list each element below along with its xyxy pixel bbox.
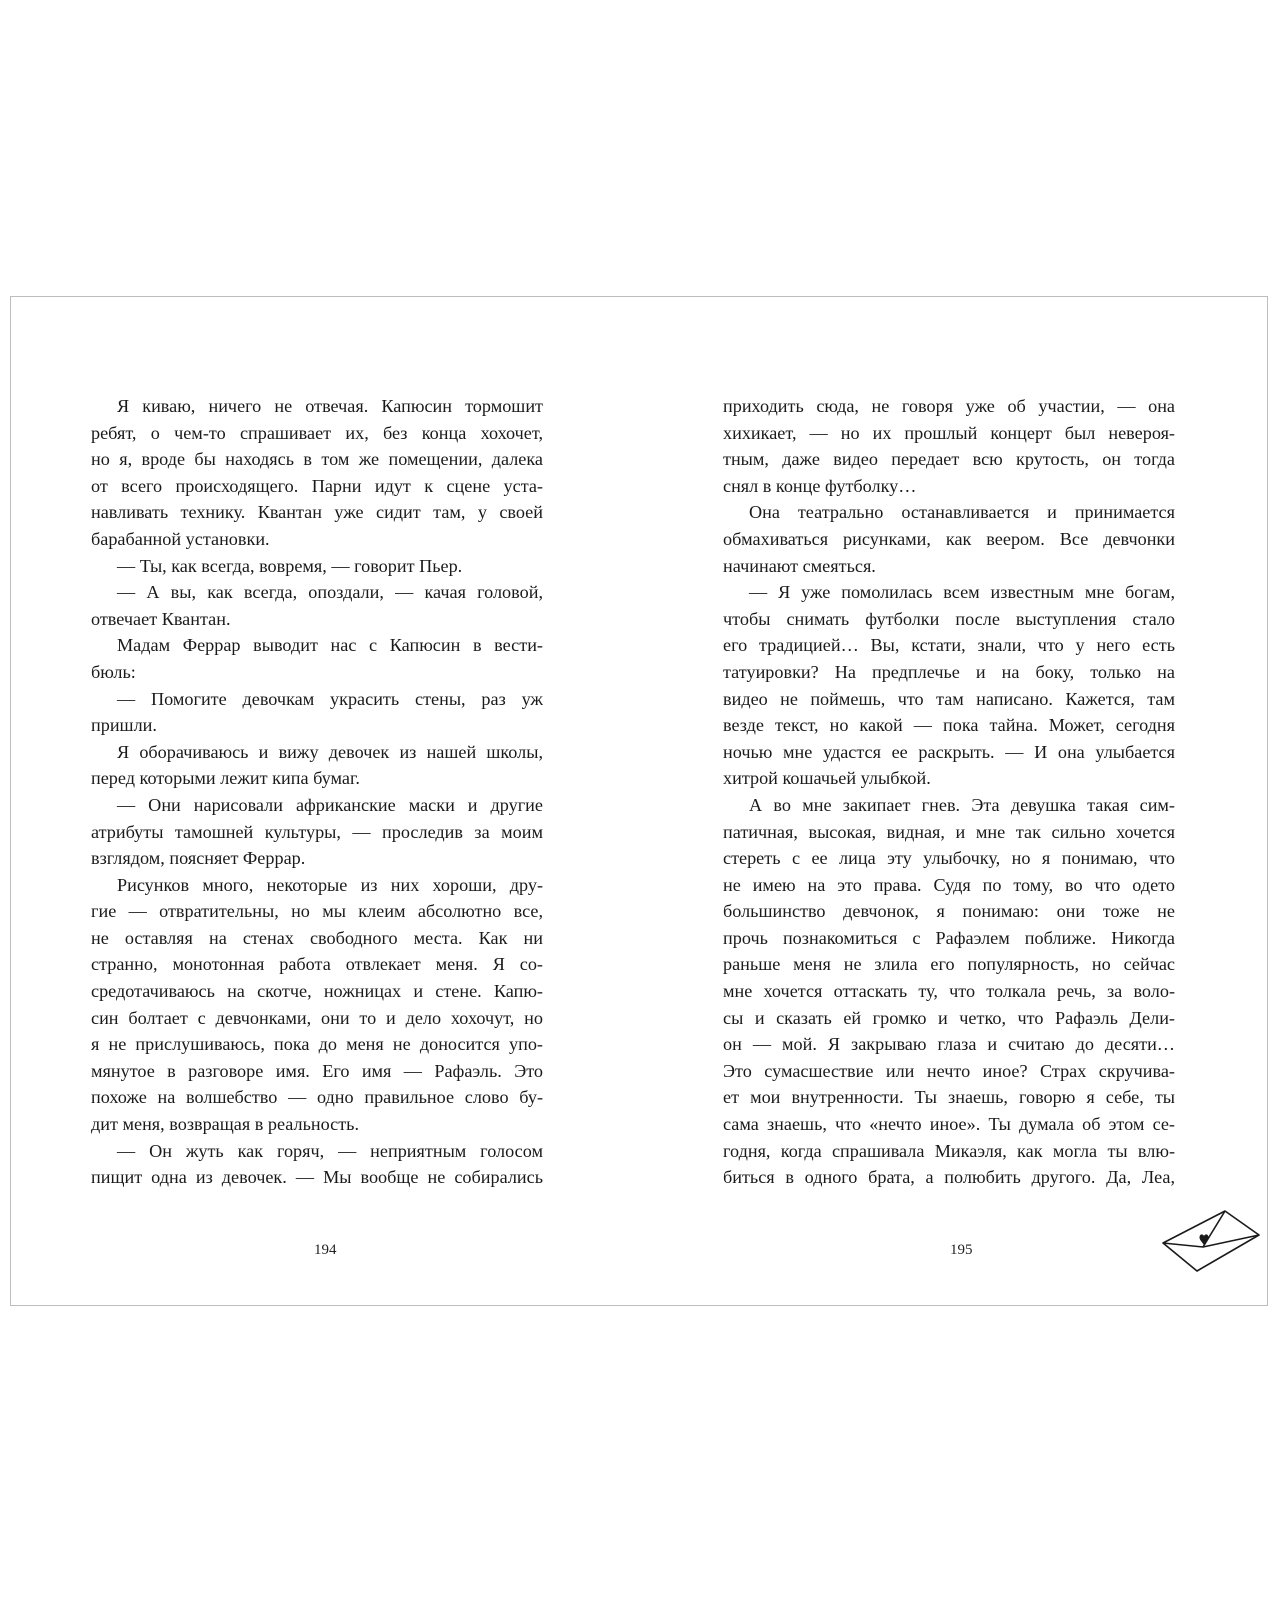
text-line: взглядом, поясняет Феррар. (91, 848, 306, 869)
text-line: не имею на это права. Судя по тому, во что одето (723, 874, 1175, 895)
book-spread (10, 296, 1268, 1306)
text-line: Рисунков много, некоторые из них хороши, дру- (117, 874, 543, 895)
text-line: мянутое в разговоре имя. Его имя — Рафаэль. Это (91, 1060, 543, 1081)
text-line: — А вы, как всегда, опоздали, — качая головой, (117, 582, 543, 603)
text-line: ночью мне удастся ее раскрыть. — И она улыбается (723, 741, 1175, 762)
text-line: патичная, высокая, видная, и мне так сильно хочется (723, 821, 1175, 842)
text-line: его традицией… Вы, кстати, знали, что у него есть (723, 635, 1175, 656)
text-line: син болтает с девчонками, они то и дело хохочут, но (91, 1007, 543, 1028)
text-line: странно, монотонная работа отвлекает меня. Я со- (91, 954, 543, 975)
text-line: Это сумасшествие или нечто иное? Страх скручива- (723, 1060, 1175, 1081)
text-line: А во мне закипает гнев. Эта девушка такая сим- (749, 794, 1175, 815)
text-line: — Помогите девочкам украсить стены, раз уж (117, 688, 543, 709)
text-line: приходить сюда, не говоря уже об участии, — она (723, 396, 1175, 416)
right-page-text (723, 393, 1175, 1191)
text-line: прочь познакомиться с Рафаэлем поближе. Никогда (723, 927, 1175, 948)
text-line: хихикает, — но их прошлый концерт был невероя- (723, 422, 1175, 443)
text-line: средотачиваюсь на скотче, ножницах и стене. Капю- (91, 981, 543, 1002)
text-line: большинство девчонок, я понимаю: они тоже не (723, 901, 1175, 922)
text-line: — Ты, как всегда, вовремя, — говорит Пьер. (117, 555, 463, 576)
text-line: биться в одного брата, а полюбить другого. Да, Леа, (723, 1167, 1175, 1188)
text-line: сы и сказать ей громко и четко, что Рафаэль Дели- (723, 1007, 1175, 1028)
text-line: — Он жуть как горяч, — неприятным голосом (117, 1140, 543, 1161)
envelope-heart-icon (1159, 1209, 1263, 1273)
text-line: везде текст, но какой — пока тайна. Может, сегодня (723, 715, 1175, 736)
text-line: — Я уже помолилась всем известным мне богам, (749, 582, 1175, 603)
text-line: Она театрально останавливается и принимается (749, 502, 1175, 523)
left-page-text (91, 393, 543, 1191)
text-line: — Они нарисовали африканские маски и другие (117, 794, 543, 815)
text-line: годня, когда спрашивала Микаэля, как могла ты влю- (723, 1140, 1175, 1161)
text-line: Мадам Феррар выводит нас с Капюсин в вести- (117, 635, 543, 656)
text-line: но я, вроде бы находясь в том же помещении, далека (91, 449, 543, 470)
text-line: Я оборачиваюсь и вижу девочек из нашей школы, (117, 741, 543, 762)
text-line: отвечает Квантан. (91, 608, 231, 629)
text-line: он — мой. Я закрываю глаза и считаю до десяти… (723, 1034, 1175, 1055)
text-line: я не прислушиваюсь, пока до меня не доносится упо- (91, 1034, 543, 1055)
page-number-right: 195 (950, 1242, 973, 1258)
text-line: похоже на волшебство — одно правильное слово бу- (91, 1087, 543, 1108)
text-line: видео не поймешь, что там написано. Кажется, там (723, 688, 1175, 709)
text-line: не оставляя на стенах свободного места. Как ни (91, 927, 543, 948)
text-line: навливать технику. Квантан уже сидит там, у своей (91, 502, 543, 523)
text-line: Я киваю, ничего не отвечая. Капюсин тормошит (117, 396, 543, 416)
text-line: снял в конце футболку… (723, 475, 917, 496)
text-line: пришли. (91, 715, 157, 736)
text-line: бюль: (91, 661, 136, 682)
text-line: чтобы снимать футболки после выступления стало (723, 608, 1175, 629)
text-line: обмахиваться рисунками, как веером. Все девчонки (723, 528, 1175, 549)
text-line: гие — отвратительны, но мы клеим абсолютно все, (91, 901, 543, 922)
text-line: перед которыми лежит кипа бумаг. (91, 768, 360, 789)
text-line: барабанной установки. (91, 528, 270, 549)
text-line: хитрой кошачьей улыбкой. (723, 768, 931, 789)
text-line: сама знаешь, что «нечто иное». Ты думала об этом се- (723, 1114, 1175, 1135)
text-line: начинают смеяться. (723, 555, 876, 576)
text-line: дит меня, возвращая в реальность. (91, 1114, 360, 1135)
page-number-left: 194 (314, 1242, 337, 1258)
text-line: раньше меня не злила его популярность, но сейчас (723, 954, 1175, 975)
text-line: стереть с ее лица эту улыбочку, но я понимаю, что (723, 848, 1175, 869)
text-line: татуировки? На предплечье и на боку, только на (723, 661, 1175, 682)
text-line: ребят, о чем-то спрашивает их, без конца хохочет, (91, 422, 543, 443)
text-line: пищит одна из девочек. — Мы вообще не собирались (91, 1167, 543, 1188)
text-line: тным, даже видео передает всю крутость, он тогда (723, 449, 1175, 470)
text-line: атрибуты тамошней культуры, — проследив за моим (91, 821, 543, 842)
text-line: от всего происходящего. Парни идут к сцене уста- (91, 475, 543, 496)
text-line: мне хочется оттаскать ту, что толкала речь, за воло- (723, 981, 1175, 1002)
text-line: ет мои внутренности. Ты знаешь, говорю я себе, ты (723, 1087, 1175, 1108)
